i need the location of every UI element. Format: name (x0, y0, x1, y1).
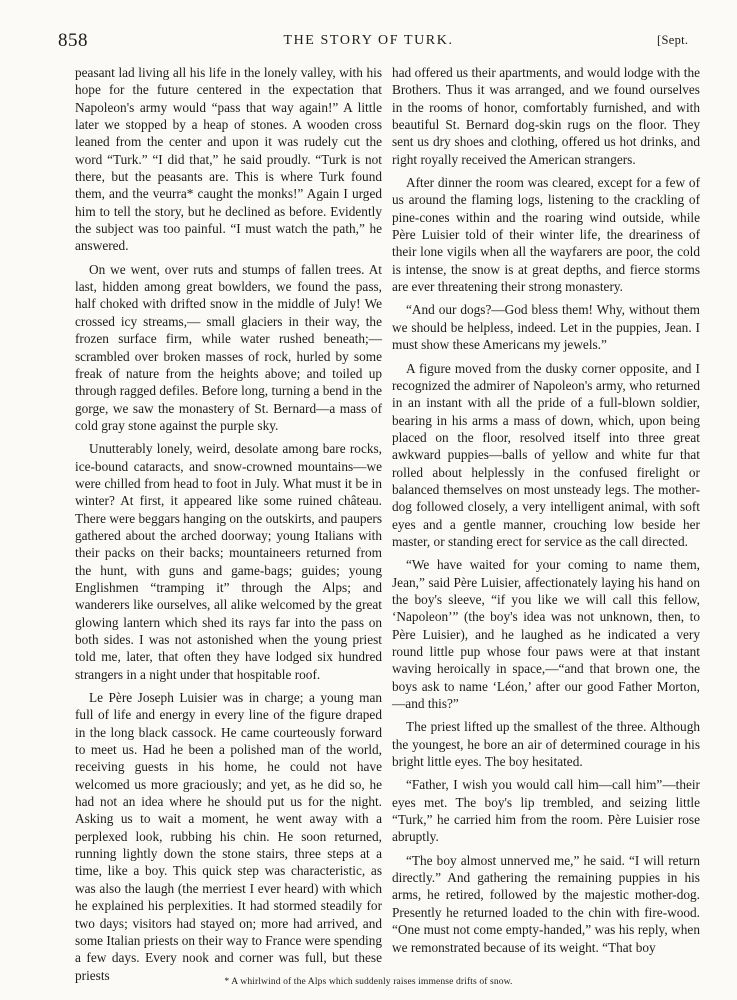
paragraph: peasant lad living all his life in the lonely valley, with his hope for the future centered in the expectation that Napoleon's army would “pass that way again!” A little later we stopped by a heap of stones. A wooden cross leaned from the center and upon it was rudely cut the word “Turk.” “I did that,” he said proudly. “Turk is not there, but the peasants are. This is where Turk found them, and the veurra* caught the monks!” Again I urged him to tell the story, but he declined as before. Evidently the subject was too painful. “I must watch the path,” he answered. (75, 65, 382, 254)
paragraph: had offered us their apartments, and would lodge with the Brothers. Thus it was arranged, and we found ourselves in the rooms of honor, comfortably furnished, and with beautiful St. Bernard dog-skin rugs on the floor. They sent us dry shoes and clothing, offered us hot drinks, and right royally received the American strangers. (392, 65, 700, 167)
page-header (0, 0, 737, 60)
page-number: 858 (58, 30, 88, 51)
paragraph: Le Père Joseph Luisier was in charge; a young man full of life and energy in every line of the figure draped in the long black cassock. He came courteously forward to meet us. Had he been a polished man of the world, receiving guests in his home, he could not have welcomed us more graciously; and yet, as he did so, he had not an idea where he should put us for the night. Asking us to wait a moment, he went away with a perplexed look, rubbing his chin. He soon returned, running lightly down the stone stairs, three steps at a time, like a boy. This quick step was characteristic, as was also the laugh (the merriest I ever heard) with which he explained his perplexities. It had stormed steadily for two days; visitors had stayed on; more had arrived, and some Italian priests on their way to France were spending a few days. Every nook and corner was full, but these priests (75, 690, 382, 983)
footnote: * A whirlwind of the Alps which suddenly raises immense drifts of snow. (224, 976, 513, 987)
paragraph: A figure moved from the dusky corner opposite, and I recognized the admirer of Napoleon's army, who returned in an instant with all the pride of a full-blown soldier, bearing in his arms a mass of down, which, upon being placed on the floor, resolved itself into three great awkward puppies—balls of yellow and white fur that rolled about helplessly in the confused firelight or balanced themselves on most unsteady legs. The mother-dog followed closely, a very intelligent animal, with soft eyes and a gentle manner, crouching low beside her master, or standing erect for service as the call directed. (392, 360, 700, 549)
paragraph: On we went, over ruts and stumps of fallen trees. At last, hidden among great bowlders, we found the pass, half choked with drifted snow in the middle of July! We crossed icy streams,— small glaciers in their way, the frozen surface firm, while water rushed beneath;—scrambled over broken masses of rock, hurled by some freak of nature from the heights above; and toiled up through ragged defiles. Before long, turning a bend in the gorge, we saw the monastery of St. Bernard—a mass of cold gray stone against the purple sky. (75, 261, 382, 433)
paragraph: “The boy almost unnerved me,” he said. “I will return directly.” And gathering the remaining puppies in his arms, he retired, followed by the majestic mother-dog. Presently he returned loaded to the chin with fire-wood. “One must not come empty-handed,” was his reply, when we remonstrated because of its weight. “That boy (392, 852, 700, 955)
paragraph: After dinner the room was cleared, except for a few of us around the flaming logs, listening to the crackling of pine-cones within and the roaring wind outside, while Père Luisier told of their winter life, the dreariness of their lone vigils when all the wayfarers are poor, the cold is intense, the snow is at great depths, and fierce storms are ever threatening their strong monastery. (392, 175, 700, 295)
paragraph: The priest lifted up the smallest of the three. Although the youngest, he bore an air of determined courage in his bright little eyes. The boy hesitated. (392, 719, 700, 770)
running-title: THE STORY OF TURK. (283, 33, 454, 48)
left-column (75, 64, 382, 990)
paragraph: Unutterably lonely, weird, desolate among bare rocks, ice-bound cataracts, and snow-crowned mountains—we were chilled from head to foot in July. What must it be in winter? At first, it appeared like some ruined château. There were beggars hanging on the outskirts, and paupers gathered about the arched doorway; young Italians with their packs on their backs; mountaineers returned from the hunt, with guns and game-bags; guides; young Englishmen “tramping it” through the Alps; and wanderers like ourselves, all alike welcomed by the great glowing lantern which shed its rays far into the pass on both sides. I was not astonished when the young priest told me, later, that often they have lodged six hundred strangers in a night under that hospitable roof. (75, 441, 382, 682)
paragraph: “Father, I wish you would call him—call him”—their eyes met. The boy's lip trembled, and seizing little “Turk,” he carried him from the room. Père Luisier rose abruptly. (392, 777, 700, 845)
paragraph: “We have waited for your coming to name them, Jean,” said Père Luisier, affectionately laying his hand on the boy's sleeve, “if you like we will call this fellow, ‘Napoleon’” (the boy's idea was not unknown, then, to Père Luisier), and he laughed as he indicated a very round little pup whose four paws were at that instant waving heroically in space,—“and that brown one, the boys ask to name ‘Léon,’ after our good Father Morton,—and this?” (392, 557, 700, 712)
paragraph: “And our dogs?—God bless them! Why, without them we should be helpless, indeed. Let in the puppies, Jean. I must show these Americans my jewels.” (392, 302, 700, 353)
right-column (392, 64, 700, 962)
issue-mark: [Sept. (657, 33, 689, 47)
